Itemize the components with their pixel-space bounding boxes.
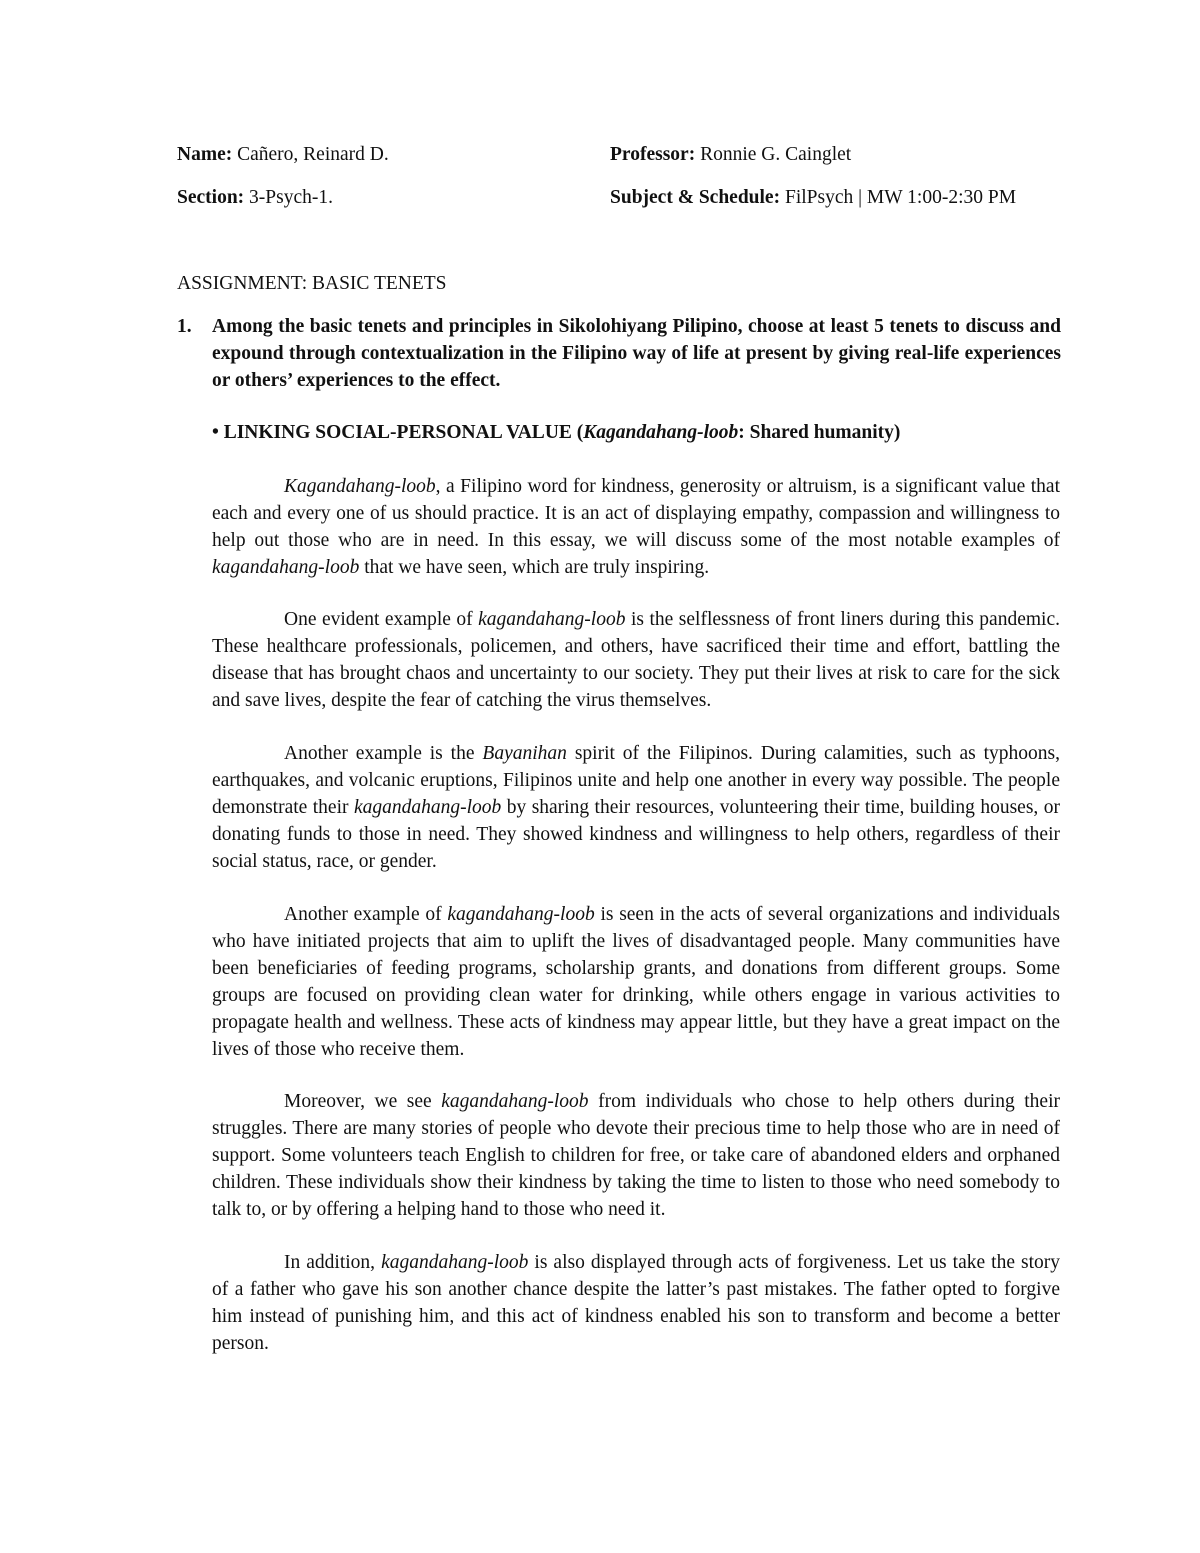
question-number: 1. [177, 316, 192, 337]
paragraph-text: is the selflessness of front liners during this pandemic. These healthcare professionals, policemen, and others, have sacrificed their time and effort, battling the disease that has brought chaos and uncertainty to our society. They put their lives at risk to care for the sick and save lives, despite the fear of catching the virus themselves. [212, 609, 1060, 711]
paragraph-3 [212, 740, 1060, 875]
term: kagandahang-loob [212, 557, 360, 578]
paragraph-text: Moreover, we see [284, 1091, 442, 1112]
term: kagandahang-loob [353, 797, 502, 818]
term: kagandahang-loob [447, 904, 595, 925]
professor-value: Ronnie G. Cainglet [700, 144, 852, 165]
section-field [177, 186, 333, 210]
section-heading-term: Kagandahang-loob [583, 422, 739, 443]
paragraph-4 [212, 901, 1060, 1063]
section-label: Section: [177, 187, 245, 208]
paragraph-text: by sharing their resources, volunteering their time, building houses, or donating funds to those in need. They showed kindness and willingness to help others, regardless of their social status, race, or gender. [212, 797, 1060, 872]
term: kagandahang-loob [441, 1091, 589, 1112]
paragraph-1 [212, 473, 1060, 581]
paragraph-text: In addition, [284, 1252, 382, 1273]
paragraph-6 [212, 1249, 1060, 1357]
paragraph-text: , a Filipino word for kindness, generosity or altruism, is a significant value that each and every one of us should practice. It is an act of displaying empathy, compassion and willingness to help out those who are in need. In this essay, we will discuss some of the most notable examples of [212, 476, 1060, 551]
term: kagandahang-loob [381, 1252, 529, 1273]
subject-schedule-field [610, 186, 1016, 210]
paragraph-text: that we have seen, which are truly inspiring. [359, 557, 710, 578]
paragraph-text: is also displayed through acts of forgiveness. Let us take the story of a father who gave his son another chance despite the latter’s past mistakes. The father opted to forgive him instead of punishing him, and this act of kindness enabled his son to transform and become a better person. [212, 1252, 1060, 1354]
paragraph-text: spirit of the Filipinos. During calamities, such as typhoons, earthquakes, and volcanic eruptions, Filipinos unite and help one another in every way possible. The people demonstrate their [212, 743, 1061, 818]
section-heading [212, 420, 900, 446]
paragraph-text: is seen in the acts of several organizations and individuals who have initiated projects that aim to uplift the lives of disadvantaged people. Many communities have been beneficiaries of feeding programs, scholarship grants, and donations from different groups. Some groups are focused on providing clean water for drinking, while others engage in various activities to propagate health and wellness. These acts of kindness may appear little, but they have a great impact on the lives of those who receive them. [212, 904, 1060, 1060]
paragraph-text: Another example of [284, 904, 448, 925]
name-field [177, 143, 389, 167]
section-heading-prefix: • LINKING SOCIAL-PERSONAL VALUE ( [212, 422, 584, 443]
paragraph-text: One evident example of [284, 609, 479, 630]
paragraph-text: from individuals who chose to help others during their struggles. There are many stories of people who devote their precious time to help those who are in need of support. Some volunteers teach English to children for free, or take care of abandoned elders and orphaned children. These individuals show their kindness by taking the time to listen to those who need somebody to talk to, or by offering a helping hand to those who need it. [212, 1091, 1060, 1220]
paragraph-5 [212, 1088, 1060, 1223]
subject-label: Subject & Schedule: [610, 187, 781, 208]
term: Kagandahang-loob [284, 476, 436, 497]
name-value: Cañero, Reinard D. [237, 144, 389, 165]
name-label: Name: [177, 144, 233, 165]
professor-label: Professor: [610, 144, 696, 165]
professor-field [610, 143, 851, 167]
term: kagandahang-loob [478, 609, 626, 630]
term: Bayanihan [482, 743, 567, 764]
assignment-title: ASSIGNMENT: BASIC TENETS [177, 273, 447, 294]
paragraph-text: Another example is the [284, 743, 483, 764]
subject-value: FilPsych | MW 1:00-2:30 PM [784, 187, 1017, 208]
question-item [177, 313, 1061, 394]
paragraph-2 [212, 606, 1060, 714]
question-text: Among the basic tenets and principles in Sikolohiyang Pilipino, choose at least 5 tenets to discuss and expound through contextualization in the Filipino way of life at present by giving real-life experiences or others’ experiences to the effect. [212, 316, 1061, 391]
section-value: 3-Psych-1. [249, 187, 333, 208]
section-heading-suffix: : Shared humanity) [738, 422, 901, 443]
